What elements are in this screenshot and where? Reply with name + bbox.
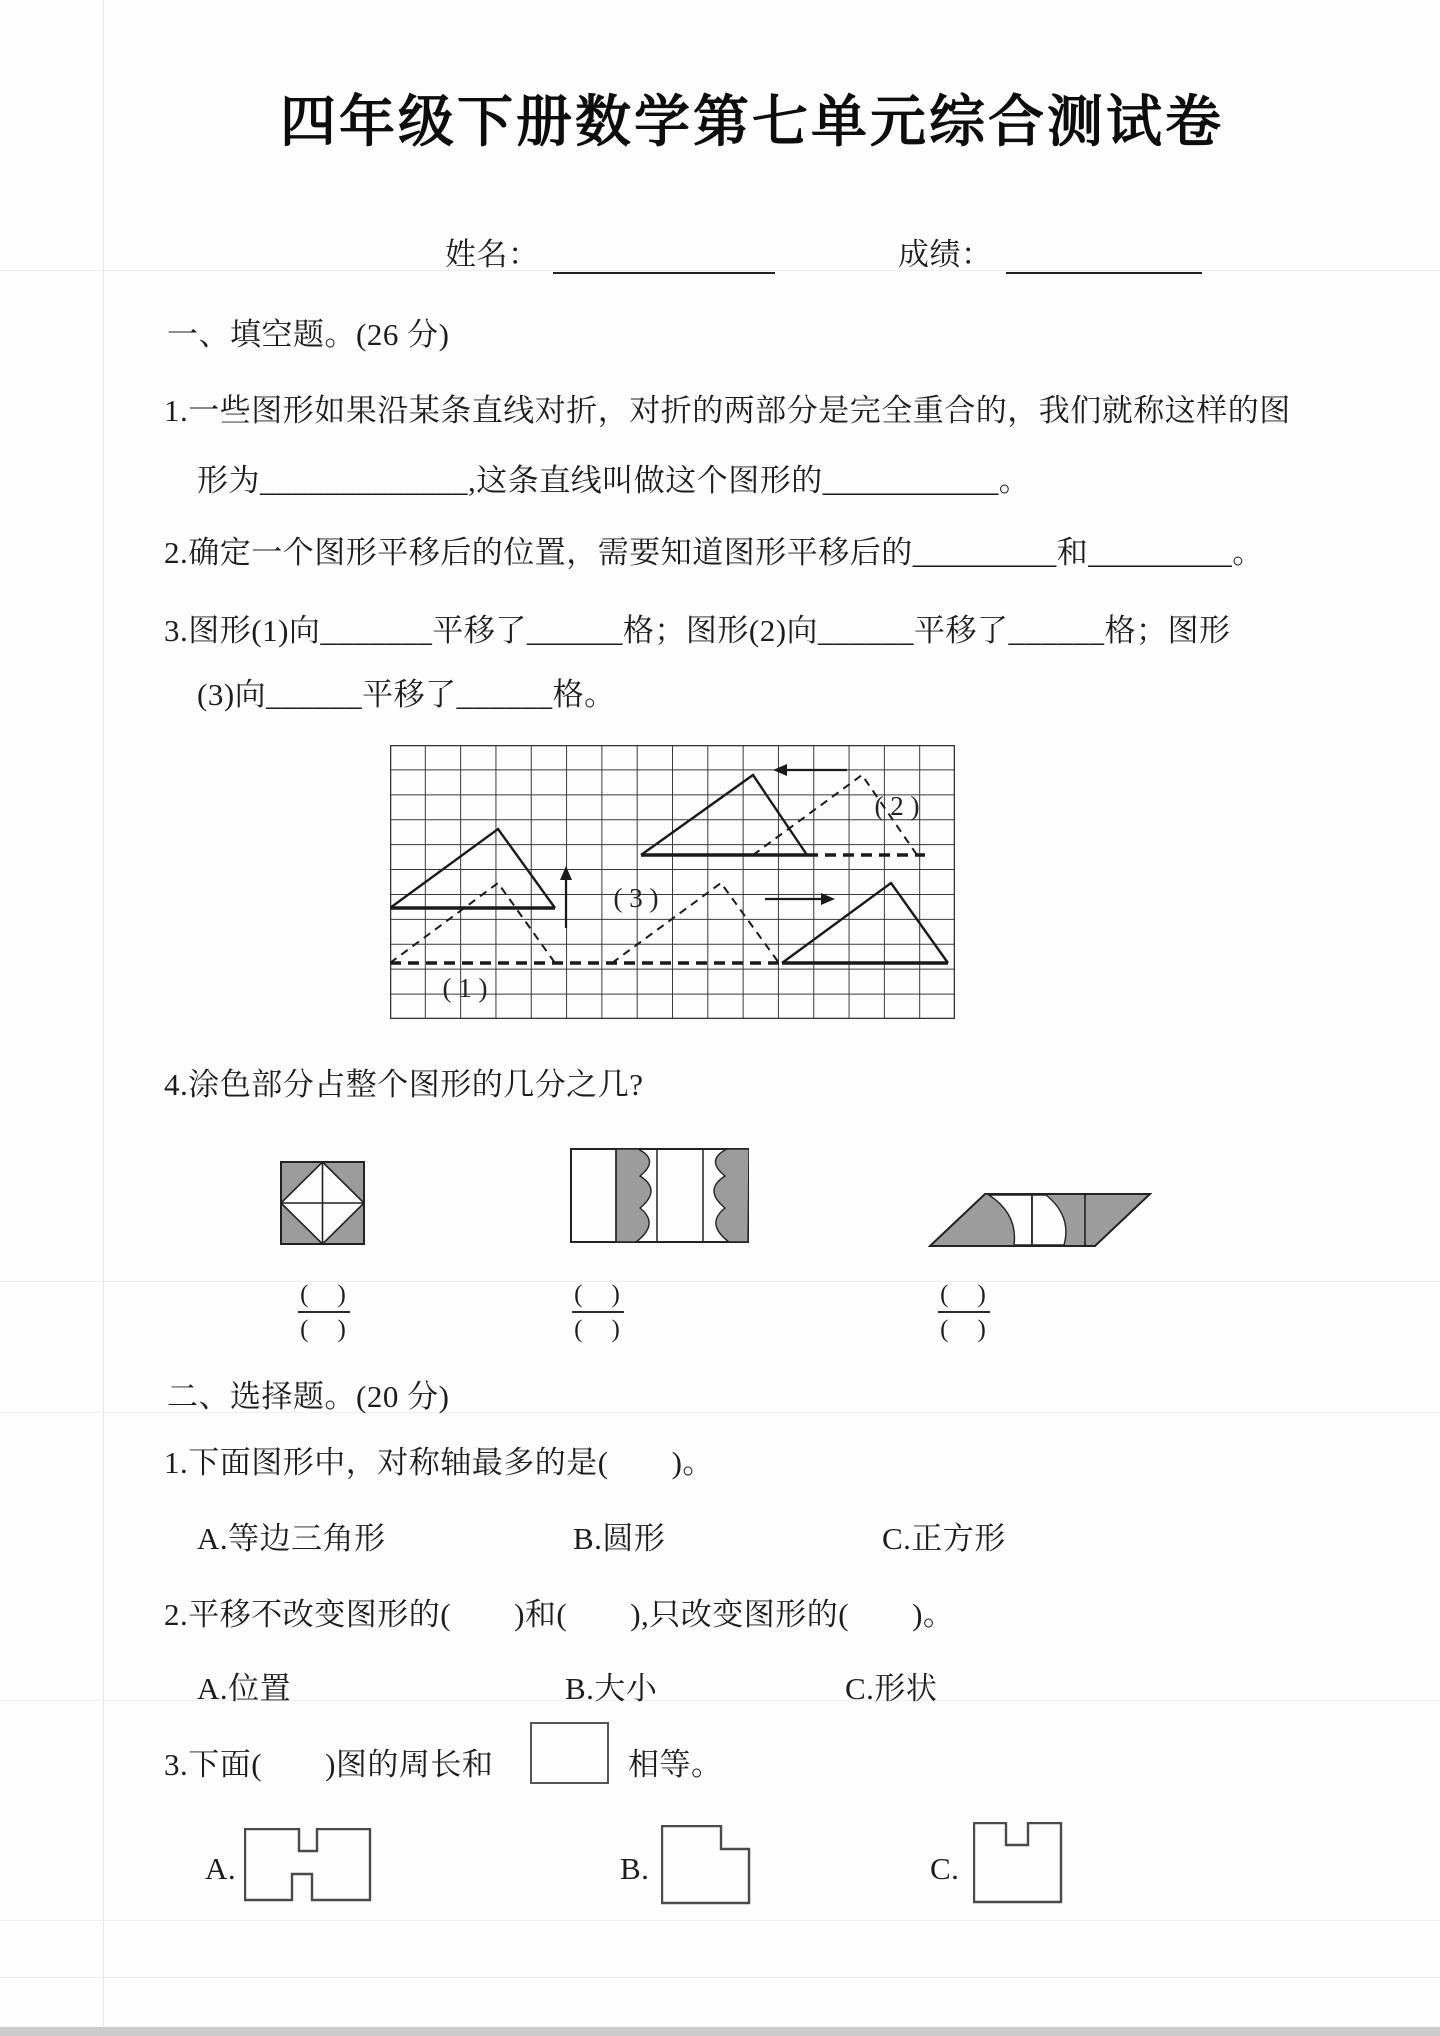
- shape-b-step-figure: [661, 1825, 751, 1905]
- grid-label-1: ( 1 ): [442, 973, 488, 1003]
- fraction-denominator: ( ): [940, 1316, 988, 1343]
- choice2-text: 2.平移不改变图形的( )和( ),只改变图形的( )。: [164, 1597, 955, 1632]
- grid-label-3: ( 3 ): [613, 883, 659, 913]
- scan-bottom-edge: [0, 2027, 1440, 2036]
- shape-a-h-figure: [244, 1828, 372, 1902]
- shape-c-notch-figure: [973, 1822, 1063, 1904]
- q2-text: 2.确定一个图形平移后的位置，需要知道图形平移后的_________和_________。: [164, 535, 1264, 570]
- fraction-denominator: ( ): [574, 1316, 622, 1343]
- choice3-text-prefix: 3.下面( )图的周长和: [164, 1747, 494, 1782]
- q3-line1: 3.图形(1)向_______平移了______格；图形(2)向______平移了______格；图形: [164, 613, 1231, 648]
- left-arrow-head: [773, 764, 787, 776]
- q3-line2: (3)向______平移了______格。: [197, 677, 616, 712]
- shaded-square-figure: [280, 1161, 365, 1245]
- shape-c-label: C.: [930, 1851, 960, 1886]
- triangle1-dashed: [390, 883, 555, 963]
- shaded-rectangle-figure: [570, 1148, 749, 1243]
- triangle1-solid: [390, 829, 555, 908]
- fraction-denominator: ( ): [300, 1316, 348, 1343]
- grid-label-2: ( 2 ): [874, 791, 920, 821]
- scan-artifact-line: [0, 1977, 1440, 1978]
- shaded-scallop-left: [616, 1149, 651, 1242]
- choice1-option-c: C.正方形: [882, 1521, 1006, 1556]
- score-label: 成绩：: [898, 237, 993, 272]
- scan-artifact-line: [0, 1281, 1440, 1282]
- section2-heading: 二、选择题。(20 分): [167, 1379, 450, 1414]
- fraction-bar: [938, 1311, 990, 1313]
- choice1-option-a: A.等边三角形: [197, 1521, 386, 1556]
- triangle2-solid: [641, 775, 807, 855]
- fraction-numerator: ( ): [940, 1281, 988, 1308]
- shape-b-label: B.: [620, 1851, 650, 1886]
- section1-heading: 一、填空题。(26 分): [167, 317, 450, 352]
- scan-artifact-line: [0, 1920, 1440, 1921]
- fraction-answer-2: [566, 1282, 630, 1342]
- reference-square-box: [530, 1722, 609, 1784]
- page-title: 四年级下册数学第七单元综合测试卷: [280, 90, 1224, 153]
- score-blank-line: [1006, 272, 1202, 274]
- q1-line1: 1.一些图形如果沿某条直线对折，对折的两部分是完全重合的，我们就称这样的图: [164, 393, 1291, 428]
- shape-a-label: A.: [205, 1851, 237, 1886]
- choice2-option-b: B.大小: [565, 1671, 658, 1706]
- fraction-answer-3: [932, 1282, 996, 1342]
- choice2-option-a: A.位置: [197, 1671, 292, 1706]
- shaded-parallelogram-figure: [928, 1192, 1152, 1248]
- translation-grid-figure: [390, 745, 955, 1019]
- fraction-answer-1: [292, 1282, 356, 1342]
- shaded-scallop-right: [714, 1149, 749, 1242]
- name-blank-line: [553, 272, 775, 274]
- choice3-text-suffix: 相等。: [628, 1747, 723, 1782]
- triangle3-solid: [782, 883, 948, 963]
- q4-text: 4.涂色部分占整个图形的几分之几?: [164, 1067, 644, 1102]
- fraction-bar: [298, 1311, 350, 1313]
- choice1-option-b: B.圆形: [573, 1521, 666, 1556]
- fraction-numerator: ( ): [574, 1281, 622, 1308]
- name-label: 姓名：: [445, 237, 540, 272]
- scan-artifact-line: [103, 0, 104, 2036]
- q1-line2: 形为_____________,这条直线叫做这个图形的___________。: [197, 463, 1031, 498]
- fraction-bar: [572, 1311, 624, 1313]
- choice2-option-c: C.形状: [845, 1671, 938, 1706]
- choice1-text: 1.下面图形中，对称轴最多的是( )。: [164, 1445, 714, 1480]
- scan-artifact-line: [0, 270, 1440, 271]
- up-arrow-head: [560, 866, 572, 880]
- fraction-numerator: ( ): [300, 1281, 348, 1308]
